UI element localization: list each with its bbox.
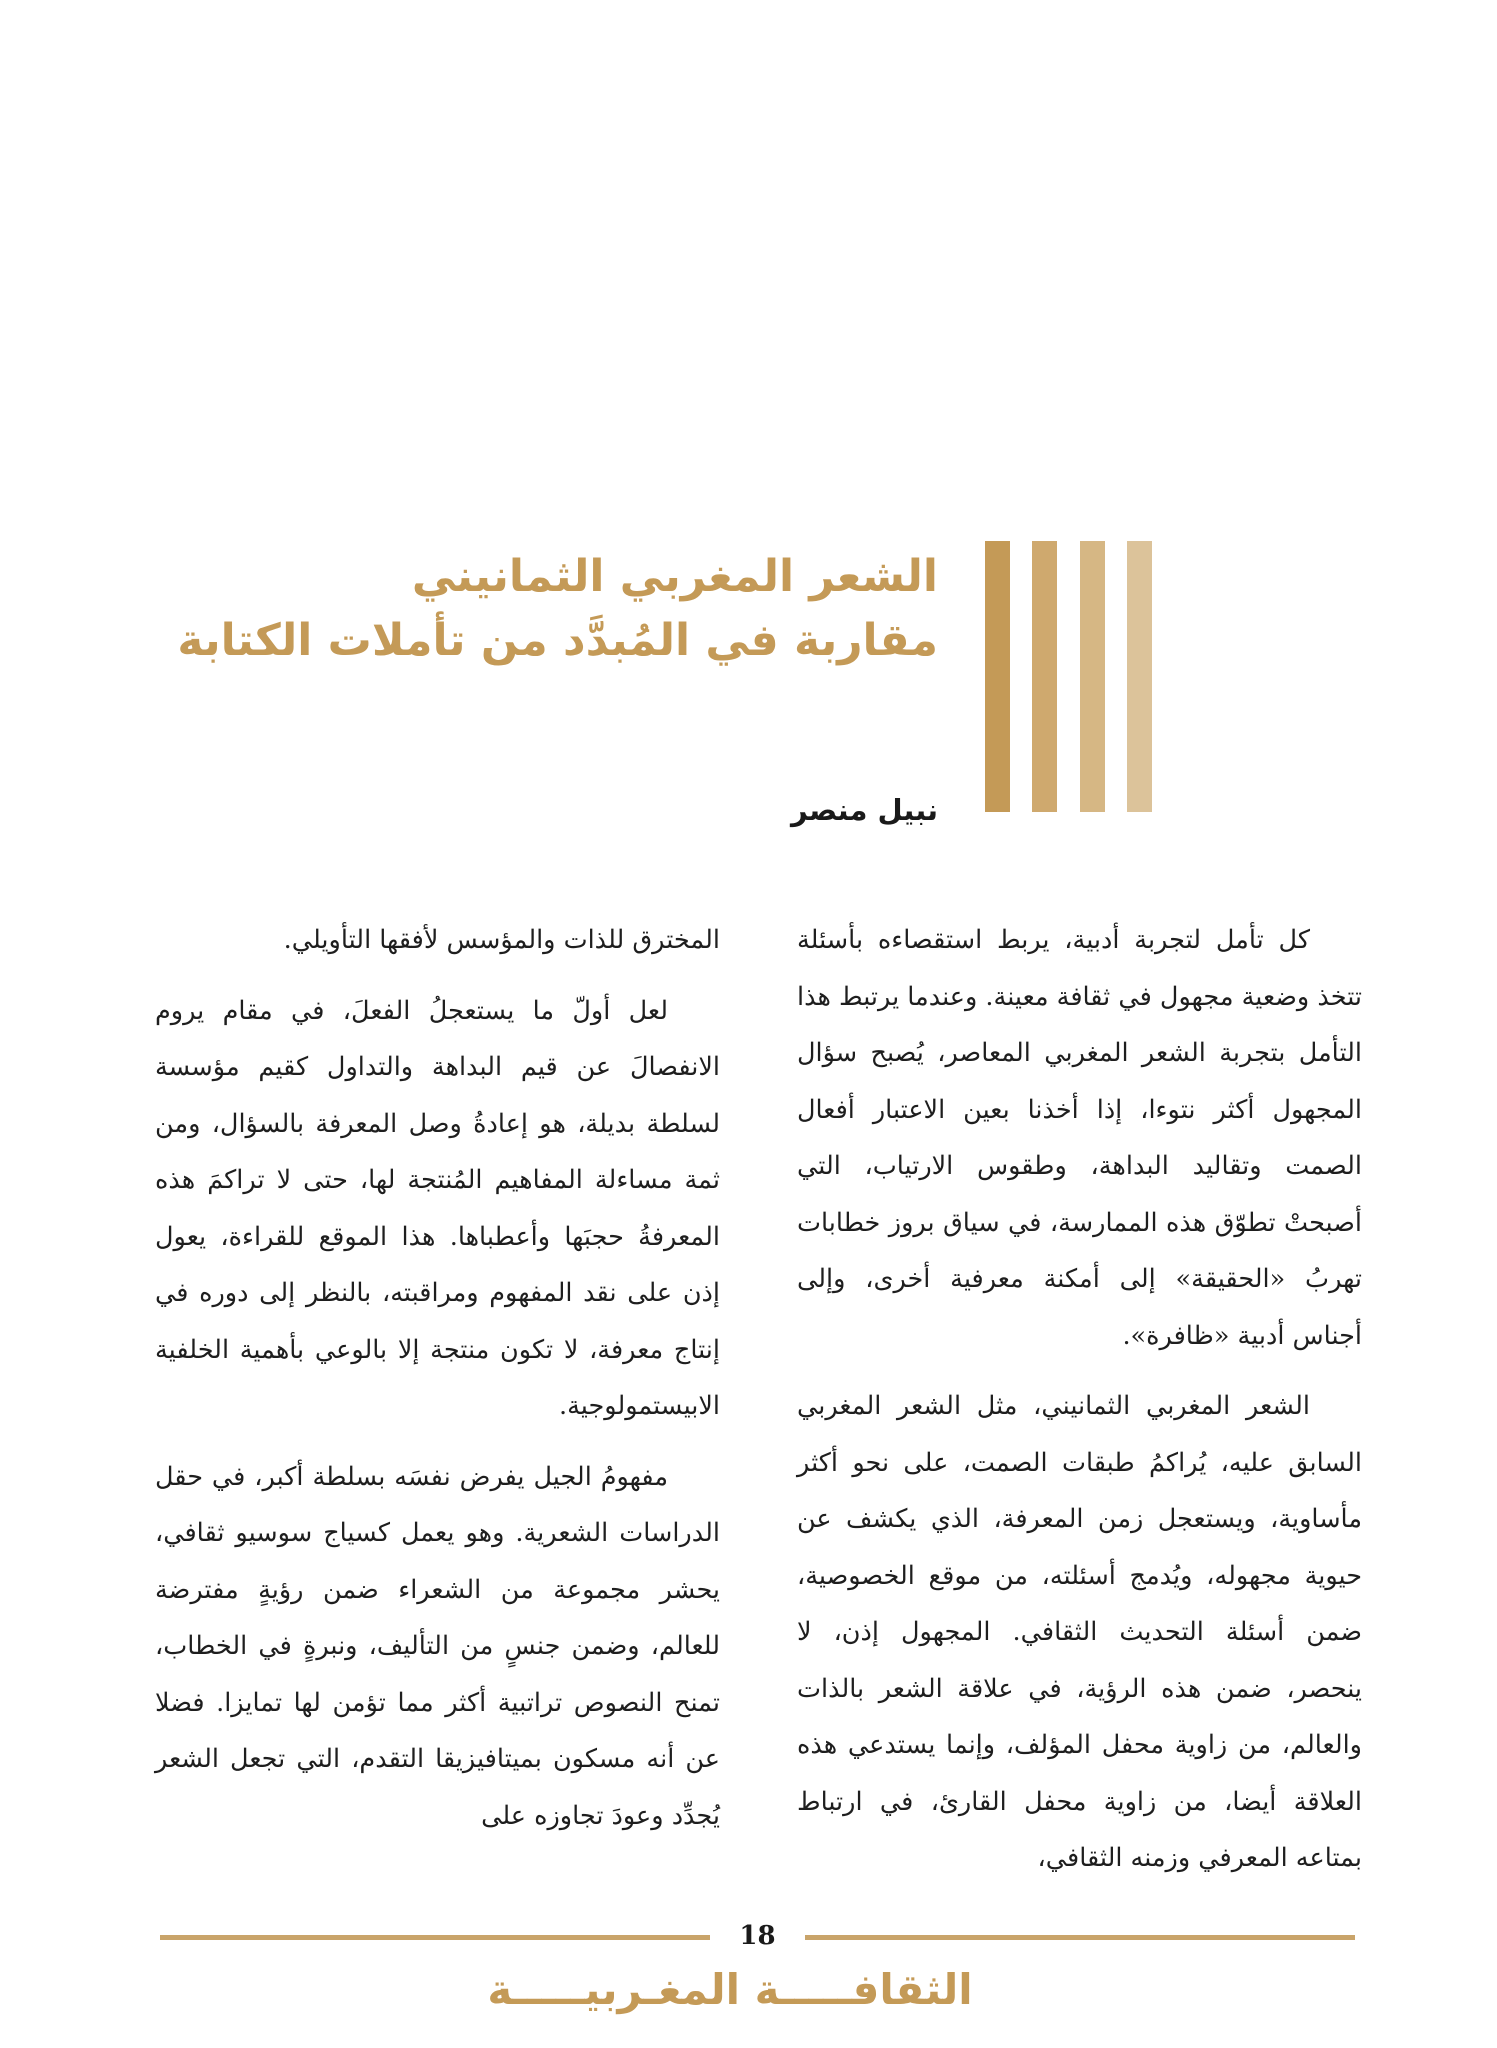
paragraph: كل تأمل لتجربة أدبية، يربط استقصاءه بأسئلة تتخذ وضعية مجهول في ثقافة معينة. وعندما يرتبط هذا التأمل بتجربة الشعر المغربي المعاصر، يُصبح سؤال المجهول أكثر نتوءا، إذا أخذنا بعين الاعتبار أفعال الصمت وتقاليد البداهة، وطقوس الارتياب، التي أصبحتْ تطوّق هذه الممارسة، في سياق بروز خطابات تهربُ «الحقيقة» إلى أمكنة معرفية أخرى، وإلى أجناس أدبية «ظافرة». xyxy=(796,925,1362,1351)
decorative-bar xyxy=(1127,541,1152,812)
article-title-line-2: مقاربة في المُبدَّد من تأملات الكتابة xyxy=(177,615,938,666)
article-title-line-1: الشعر المغربي الثمانيني xyxy=(411,551,938,602)
decorative-bar xyxy=(1032,541,1057,812)
decorative-bar xyxy=(985,541,1010,812)
text-column-right xyxy=(797,912,1362,1901)
paragraph: الشعر المغربي الثمانيني، مثل الشعر المغربي السابق عليه، يُراكمُ طبقات الصمت، على نحو أكثر مأساوية، ويستعجل زمن المعرفة، الذي يكشف عن حيوية مجهوله، ويُدمج أسئلته، من موقع الخصوصية، ضمن أسئلة التحديث الثقافي. المجهول إذن، لا ينحصر، ضمن هذه الرؤية، في علاقة الشعر بالذات والعالم، من زاوية محفل المؤلف، وإنما يستدعي هذه العلاقة أيضا، من زاوية محفل القارئ، في ارتباط بمتاعه المعرفي وزمنه الثقافي، xyxy=(797,1391,1362,1873)
text-column-left xyxy=(155,912,720,1858)
magazine-title: الثقافـــــة المغـربيـــــة xyxy=(487,1965,973,2014)
article-title xyxy=(150,545,938,673)
decorative-bars xyxy=(985,541,1152,812)
article-author: نبيل منصر xyxy=(791,793,938,827)
footer-rule-right xyxy=(805,1935,1355,1940)
footer-rule-left xyxy=(160,1935,710,1940)
decorative-bar xyxy=(1080,541,1105,812)
paragraph: مفهومُ الجيل يفرض نفسَه بسلطة أكبر، في حقل الدراسات الشعرية. وهو يعمل كسياج سوسيو ثقافي، يحشر مجموعة من الشعراء ضمن رؤيةٍ مفترضة للعالم، وضمن جنسٍ من التأليف، ونبرةٍ في الخطاب، تمنح النصوص تراتبية أكثر مما تؤمن لها تمايزا. فضلا عن أنه مسكون بميتافيزيقا التقدم، التي تجعل الشعر يُجدِّد وعودَ تجاوزه على xyxy=(155,1461,720,1831)
paragraph: المخترق للذات والمؤسس لأفقها التأويلي. xyxy=(283,925,720,955)
paragraph: لعل أولّ ما يستعجلُ الفعلَ، في مقام يروم الانفصالَ عن قيم البداهة والتداول كقيم مؤسسة لسلطة بديلة، هو إعادةُ وصل المعرفة بالسؤال، ومن ثمة مساءلة المفاهيم المُنتجة لها، حتى لا تراكمَ هذه المعرفةُ حجبَها وأعطباها. هذا الموقع للقراءة، يعول إذن على نقد المفهوم ومراقبته، بالنظر إلى دوره في إنتاج معرفة، لا تكون منتجة إلا بالوعي بأهمية الخلفية الابيستمولوجية. xyxy=(155,995,720,1421)
page-number: 18 xyxy=(739,1921,776,1951)
